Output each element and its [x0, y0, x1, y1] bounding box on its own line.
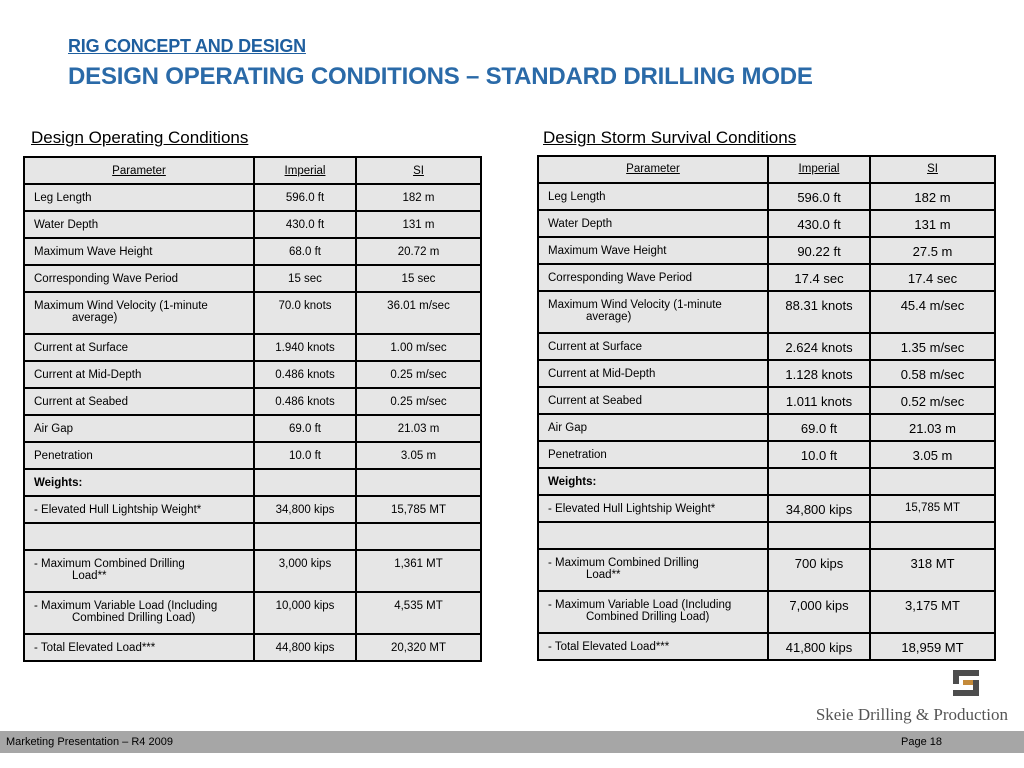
imperial-cell: 700 kips [768, 549, 870, 591]
si-cell: 15,785 MT [870, 495, 995, 522]
table-row [538, 387, 995, 414]
imperial-cell: 69.0 ft [768, 414, 870, 441]
parameter-cell: Maximum Wave Height [538, 237, 768, 264]
imperial-cell: 2.624 knots [768, 333, 870, 360]
si-cell: 17.4 sec [870, 264, 995, 291]
table-row [538, 495, 995, 522]
si-cell: 27.5 m [870, 237, 995, 264]
imperial-cell: 90.22 ft [768, 237, 870, 264]
parameter-cell: Current at Seabed [24, 388, 254, 415]
imperial-cell: 44,800 kips [254, 634, 356, 661]
column-header-si: SI [870, 156, 995, 183]
table-row [24, 388, 481, 415]
si-cell: 318 MT [870, 549, 995, 591]
si-cell: 36.01 m/sec [356, 292, 481, 334]
footer-bar [0, 731, 1024, 753]
parameter-cell: Current at Surface [538, 333, 768, 360]
storm-survival-table [537, 155, 996, 661]
imperial-cell: 17.4 sec [768, 264, 870, 291]
imperial-cell: 10,000 kips [254, 592, 356, 634]
si-cell: 1.00 m/sec [356, 334, 481, 361]
si-cell [870, 522, 995, 549]
table-row [24, 496, 481, 523]
imperial-cell: 68.0 ft [254, 238, 356, 265]
si-cell: 3,175 MT [870, 591, 995, 633]
imperial-cell: 1.128 knots [768, 360, 870, 387]
imperial-cell: 1.940 knots [254, 334, 356, 361]
imperial-cell: 430.0 ft [254, 211, 356, 238]
imperial-cell: 69.0 ft [254, 415, 356, 442]
table-row [24, 415, 481, 442]
imperial-cell: 70.0 knots [254, 292, 356, 334]
imperial-cell: 3,000 kips [254, 550, 356, 592]
table-header-row [24, 157, 481, 184]
table-row [538, 591, 995, 633]
imperial-cell: 0.486 knots [254, 361, 356, 388]
si-cell: 182 m [870, 183, 995, 210]
parameter-cell [538, 522, 768, 549]
parameter-cell: Maximum Wind Velocity (1-minute average) [538, 291, 768, 333]
imperial-cell: 41,800 kips [768, 633, 870, 660]
table-row [24, 442, 481, 469]
imperial-cell [768, 468, 870, 495]
imperial-cell [768, 522, 870, 549]
table-row [24, 238, 481, 265]
imperial-cell: 34,800 kips [768, 495, 870, 522]
parameter-cell: Weights: [24, 469, 254, 496]
table-row [24, 361, 481, 388]
imperial-cell: 7,000 kips [768, 591, 870, 633]
imperial-cell: 1.011 knots [768, 387, 870, 414]
table-row [538, 522, 995, 549]
imperial-cell [254, 469, 356, 496]
table-row [538, 183, 995, 210]
parameter-cell: Penetration [538, 441, 768, 468]
parameter-cell: Air Gap [538, 414, 768, 441]
imperial-cell: 34,800 kips [254, 496, 356, 523]
si-cell: 4,535 MT [356, 592, 481, 634]
column-header-si: SI [356, 157, 481, 184]
si-cell: 131 m [356, 211, 481, 238]
slide-subtitle: DESIGN OPERATING CONDITIONS – STANDARD DRILLING MODE [68, 63, 813, 90]
parameter-cell: - Elevated Hull Lightship Weight* [538, 495, 768, 522]
parameter-cell: - Maximum Combined Drilling Load** [538, 549, 768, 591]
table-row [24, 523, 481, 550]
parameter-cell: Water Depth [24, 211, 254, 238]
company-name: Skeie Drilling & Production [815, 705, 1008, 724]
column-header-parameter: Parameter [538, 156, 768, 183]
left-table-heading: Design Operating Conditions [31, 128, 249, 147]
si-cell: 0.52 m/sec [870, 387, 995, 414]
parameter-cell: Air Gap [24, 415, 254, 442]
parameter-cell: - Elevated Hull Lightship Weight* [24, 496, 254, 523]
right-table-heading: Design Storm Survival Conditions [543, 128, 797, 147]
si-cell [356, 469, 481, 496]
company-logo-icon [953, 670, 979, 696]
operating-conditions-table [23, 156, 482, 662]
table-row [24, 211, 481, 238]
si-cell: 20.72 m [356, 238, 481, 265]
si-cell: 0.25 m/sec [356, 388, 481, 415]
imperial-cell: 596.0 ft [768, 183, 870, 210]
imperial-cell: 0.486 knots [254, 388, 356, 415]
table-header-row [538, 156, 995, 183]
si-cell: 182 m [356, 184, 481, 211]
footer-presentation-label: Marketing Presentation – R4 2009 [6, 736, 173, 748]
parameter-cell: - Total Elevated Load*** [24, 634, 254, 661]
si-cell [356, 523, 481, 550]
parameter-cell: - Maximum Variable Load (Including Combined Drilling Load) [24, 592, 254, 634]
table-row [538, 237, 995, 264]
imperial-cell: 15 sec [254, 265, 356, 292]
parameter-cell: Maximum Wind Velocity (1-minute average) [24, 292, 254, 334]
table-row [538, 468, 995, 495]
si-cell: 1,361 MT [356, 550, 481, 592]
table-row [538, 633, 995, 660]
table-row [24, 550, 481, 592]
column-header-imperial: Imperial [254, 157, 356, 184]
table-row [538, 210, 995, 237]
si-cell: 45.4 m/sec [870, 291, 995, 333]
parameter-cell: Corresponding Wave Period [538, 264, 768, 291]
parameter-cell: - Total Elevated Load*** [538, 633, 768, 660]
column-header-imperial: Imperial [768, 156, 870, 183]
imperial-cell: 10.0 ft [768, 441, 870, 468]
si-cell [870, 468, 995, 495]
imperial-cell: 430.0 ft [768, 210, 870, 237]
table-row [24, 592, 481, 634]
si-cell: 15,785 MT [356, 496, 481, 523]
page-number: Page 18 [901, 736, 942, 748]
table-row [538, 549, 995, 591]
parameter-cell [24, 523, 254, 550]
table-row [24, 292, 481, 334]
parameter-cell: Water Depth [538, 210, 768, 237]
si-cell: 0.25 m/sec [356, 361, 481, 388]
parameter-cell: - Maximum Variable Load (Including Combined Drilling Load) [538, 591, 768, 633]
si-cell: 21.03 m [870, 414, 995, 441]
table-row [538, 360, 995, 387]
si-cell: 20,320 MT [356, 634, 481, 661]
si-cell: 0.58 m/sec [870, 360, 995, 387]
column-header-parameter: Parameter [24, 157, 254, 184]
table-row [538, 414, 995, 441]
imperial-cell [254, 523, 356, 550]
si-cell: 3.05 m [870, 441, 995, 468]
parameter-cell: - Maximum Combined Drilling Load** [24, 550, 254, 592]
table-row [24, 334, 481, 361]
parameter-cell: Leg Length [538, 183, 768, 210]
parameter-cell: Current at Mid-Depth [538, 360, 768, 387]
imperial-cell: 88.31 knots [768, 291, 870, 333]
parameter-cell: Weights: [538, 468, 768, 495]
parameter-cell: Current at Seabed [538, 387, 768, 414]
table-row [24, 265, 481, 292]
imperial-cell: 10.0 ft [254, 442, 356, 469]
si-cell: 1.35 m/sec [870, 333, 995, 360]
si-cell: 131 m [870, 210, 995, 237]
si-cell: 18,959 MT [870, 633, 995, 660]
table-row [24, 184, 481, 211]
table-row [538, 333, 995, 360]
imperial-cell: 596.0 ft [254, 184, 356, 211]
table-row [538, 264, 995, 291]
parameter-cell: Current at Surface [24, 334, 254, 361]
si-cell: 15 sec [356, 265, 481, 292]
parameter-cell: Current at Mid-Depth [24, 361, 254, 388]
table-row [538, 441, 995, 468]
table-row [24, 469, 481, 496]
si-cell: 21.03 m [356, 415, 481, 442]
slide-title: RIG CONCEPT AND DESIGN [68, 36, 306, 56]
parameter-cell: Corresponding Wave Period [24, 265, 254, 292]
parameter-cell: Leg Length [24, 184, 254, 211]
si-cell: 3.05 m [356, 442, 481, 469]
parameter-cell: Maximum Wave Height [24, 238, 254, 265]
parameter-cell: Penetration [24, 442, 254, 469]
table-row [538, 291, 995, 333]
table-row [24, 634, 481, 661]
